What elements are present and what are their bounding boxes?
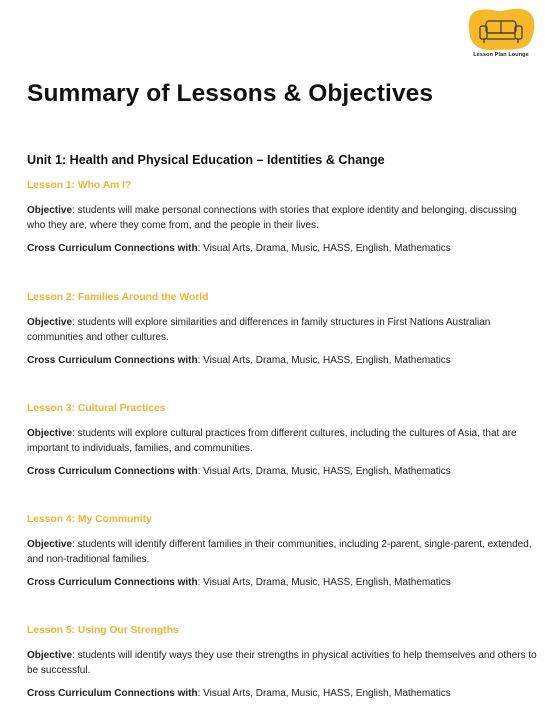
- unit-title: Unit 1: Health and Physical Education – Identities & Change: [27, 153, 385, 167]
- connections-label: Cross Curriculum Connections with: [27, 355, 198, 366]
- lesson-title: Lesson 2: Families Around the World: [27, 292, 209, 303]
- lesson-objective: [27, 537, 537, 567]
- objective-label: Objective: [27, 650, 73, 661]
- objective-text: : students will explore similarities and differences in family structures in First Nations Australian communities and other cultures.: [27, 317, 491, 343]
- connections-label: Cross Curriculum Connections with: [27, 243, 198, 254]
- connections-text: : Visual Arts, Drama, Music, HASS, English, Mathematics: [197, 466, 451, 477]
- lesson-section: [27, 290, 537, 368]
- lesson-connections: [27, 575, 537, 590]
- logo-text: Lesson Plan Lounge: [473, 52, 529, 58]
- objective-label: Objective: [27, 539, 73, 550]
- objective-text: : students will identify ways they use their strengths in physical activities to help themselves and others to be successful.: [27, 650, 537, 676]
- objective-text: : students will identify different families in their communities, including 2-parent, single-parent, extended, and non-traditional families.: [27, 539, 532, 565]
- connections-label: Cross Curriculum Connections with: [27, 688, 198, 699]
- lesson-title: Lesson 5: Using Our Strengths: [27, 625, 179, 636]
- connections-text: : Visual Arts, Drama, Music, HASS, English, Mathematics: [197, 355, 451, 366]
- lesson-section: [27, 623, 537, 701]
- lesson-section: [27, 512, 537, 590]
- lesson-connections: [27, 464, 537, 479]
- objective-text: : students will make personal connections with stories that explore identity and belonging, discussing who they are, where they come from, and the people in their lives.: [27, 205, 517, 231]
- sofa-icon: [466, 8, 536, 52]
- objective-text: : students will explore cultural practices from different cultures, including the cultures of Asia, that are important to individuals, families, and communities.: [27, 428, 517, 454]
- lesson-objective: [27, 426, 537, 456]
- lesson-title: Lesson 1: Who Am I?: [27, 180, 132, 191]
- connections-label: Cross Curriculum Connections with: [27, 466, 198, 477]
- lesson-connections: [27, 353, 537, 368]
- lesson-plan-lounge-logo: [466, 8, 536, 60]
- page-title: Summary of Lessons & Objectives: [27, 80, 434, 107]
- connections-text: : Visual Arts, Drama, Music, HASS, English, Mathematics: [197, 688, 451, 699]
- lesson-objective: [27, 315, 537, 345]
- lesson-connections: [27, 241, 537, 256]
- lesson-connections: [27, 686, 537, 701]
- objective-label: Objective: [27, 428, 73, 439]
- connections-text: : Visual Arts, Drama, Music, HASS, English, Mathematics: [197, 577, 451, 588]
- lesson-objective: [27, 203, 537, 233]
- objective-label: Objective: [27, 317, 73, 328]
- lesson-objective: [27, 648, 537, 678]
- lesson-title: Lesson 4: My Community: [27, 514, 152, 525]
- lesson-section: [27, 178, 537, 256]
- objective-label: Objective: [27, 205, 73, 216]
- connections-label: Cross Curriculum Connections with: [27, 577, 198, 588]
- lesson-title: Lesson 3: Cultural Practices: [27, 403, 166, 414]
- lesson-section: [27, 401, 537, 479]
- connections-text: : Visual Arts, Drama, Music, HASS, English, Mathematics: [197, 243, 451, 254]
